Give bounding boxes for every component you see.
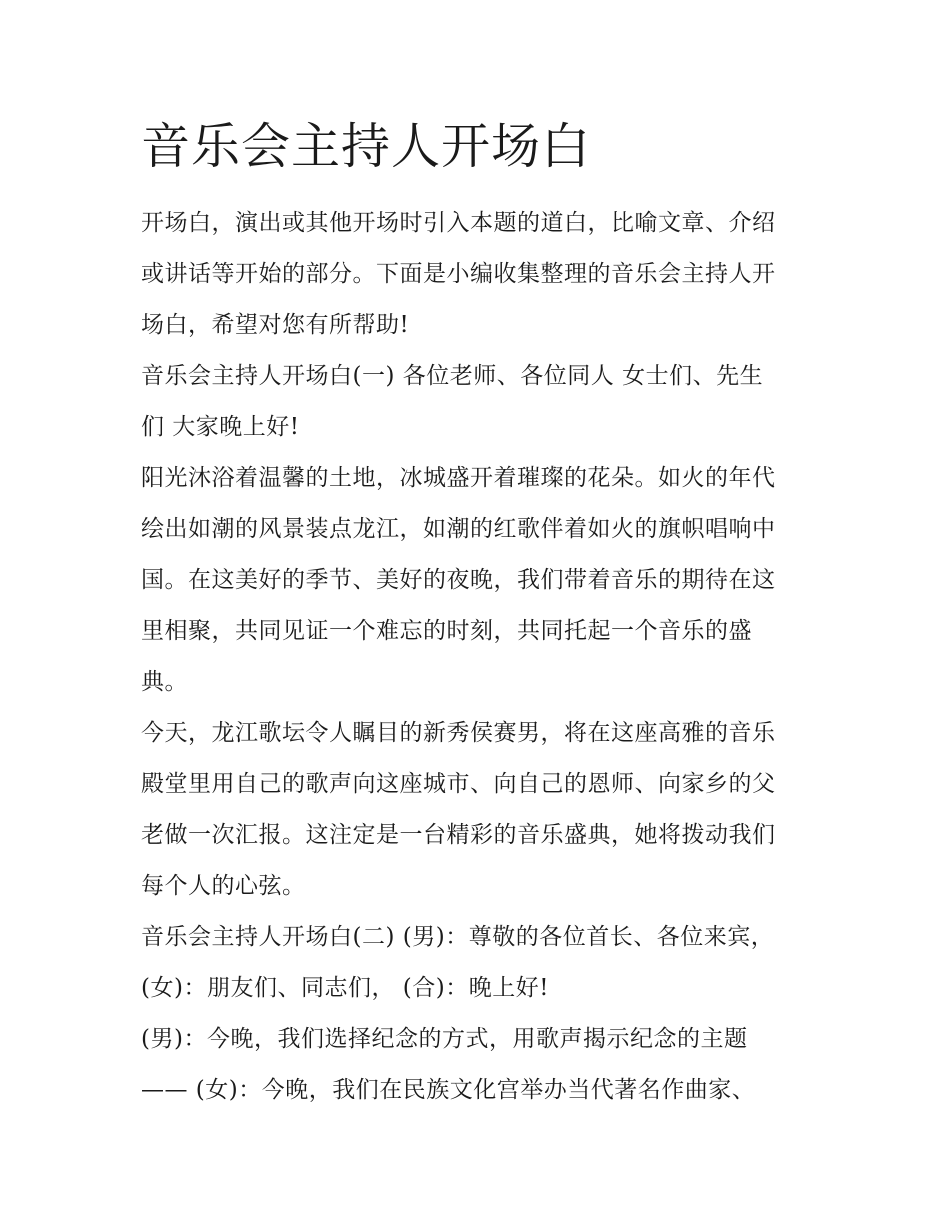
body-line: (女)：朋友们、同志们， (合)：晚上好! [141, 975, 549, 1001]
body-line: 们 大家晚上好! [141, 414, 300, 440]
body-line: 每个人的心弦。 [141, 873, 306, 899]
document-content [141, 112, 821, 1116]
body-line: 或讲话等开始的部分。下面是小编收集整理的音乐会主持人开 [141, 261, 776, 287]
document-body [141, 198, 821, 1116]
body-line: 老做一次汇报。这注定是一台精彩的音乐盛典，她将拨动我们 [141, 822, 776, 848]
body-line: (男)：今晚，我们选择纪念的方式，用歌声揭示纪念的主题 [141, 1026, 748, 1052]
body-line: 殿堂里用自己的歌声向这座城市、向自己的恩师、向家乡的父 [141, 771, 776, 797]
body-line: —— (女)：今晚，我们在民族文化宫举办当代著名作曲家、 [141, 1077, 756, 1103]
body-line: 音乐会主持人开场白(二) (男)：尊敬的各位首长、各位来宾， [141, 924, 775, 950]
body-line: 国。在这美好的季节、美好的夜晚，我们带着音乐的期待在这 [141, 567, 776, 593]
body-line: 典。 [141, 669, 188, 695]
body-line: 今天，龙江歌坛令人瞩目的新秀侯赛男，将在这座高雅的音乐 [141, 720, 776, 746]
body-line: 场白，希望对您有所帮助! [141, 312, 410, 338]
body-line: 阳光沐浴着温馨的土地，冰城盛开着璀璨的花朵。如火的年代 [141, 465, 776, 491]
body-line: 开场白，演出或其他开场时引入本题的道白，比喻文章、介绍 [141, 210, 776, 236]
body-line: 里相聚，共同见证一个难忘的时刻，共同托起一个音乐的盛 [141, 618, 752, 644]
body-line: 音乐会主持人开场白(一) 各位老师、各位同人 女士们、先生 [141, 363, 764, 389]
body-line: 绘出如潮的风景装点龙江，如潮的红歌伴着如火的旗帜唱响中 [141, 516, 776, 542]
document-title: 音乐会主持人开场白 [141, 118, 592, 175]
